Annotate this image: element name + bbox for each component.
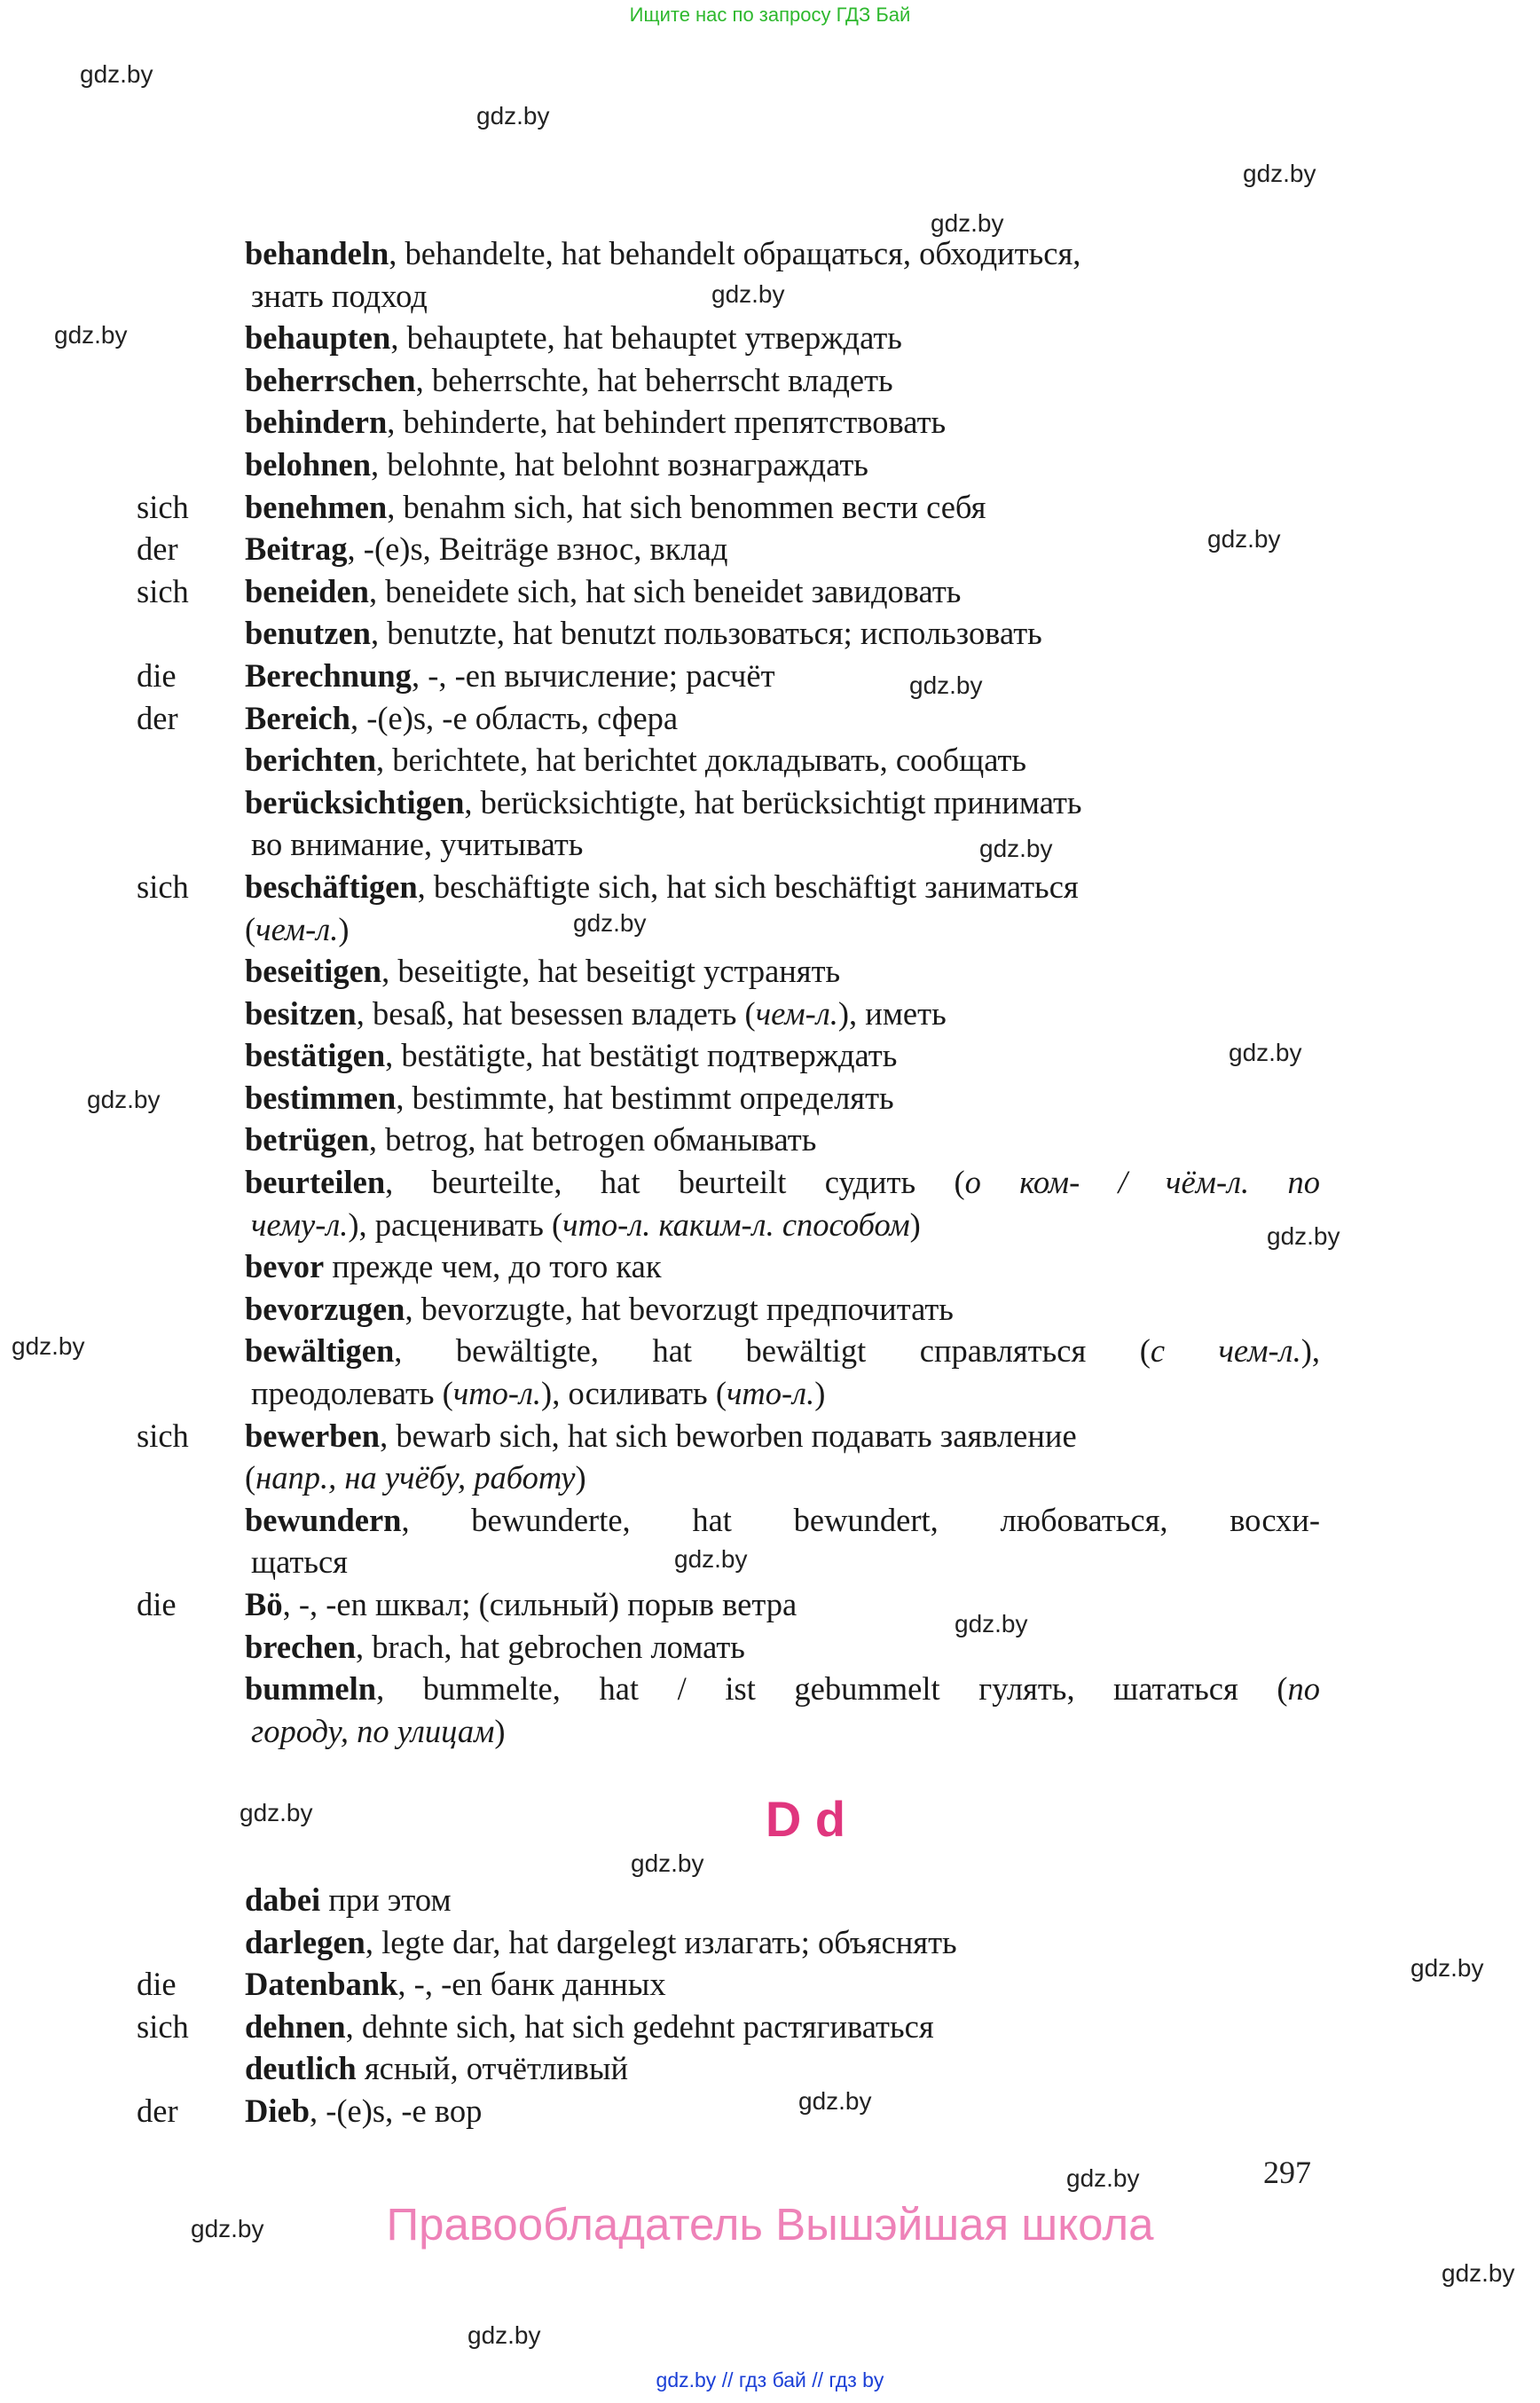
entry-gloss: , -, -en банк данных <box>397 1966 666 2003</box>
entry-gloss: , bewunderte, hat bewundert, любоваться, восхи- <box>401 1501 1320 1538</box>
watermark-text: gdz.by <box>909 671 983 699</box>
entry-gloss: ), осиливать ( <box>541 1375 727 1412</box>
entry-article: sich <box>137 2007 189 2045</box>
headword: bestätigen <box>245 1037 386 1074</box>
entry-text <box>245 697 678 740</box>
entry-gloss: , berichtete, hat berichtet докладывать, сообщать <box>376 742 1027 779</box>
entry-text <box>245 612 1042 655</box>
usage-note: напр., на учёбу, работу <box>255 1459 576 1496</box>
entry-gloss: , -, -en вычисление; расчёт <box>411 656 775 694</box>
usage-note: что-л. <box>452 1375 542 1412</box>
dictionary-entry <box>0 1034 1540 1077</box>
entry-text <box>245 866 1079 908</box>
headword: Bö <box>245 1586 283 1622</box>
entry-gloss: ), расценивать ( <box>348 1205 563 1243</box>
headword: dehnen <box>245 2007 346 2045</box>
watermark-text: gdz.by <box>955 1610 1028 1637</box>
usage-note: чем-л. <box>755 994 838 1032</box>
dictionary-entry <box>0 2047 1540 2090</box>
dictionary-entry <box>0 1457 1540 1499</box>
headword: deutlich <box>245 2050 357 2087</box>
entry-text <box>245 2090 482 2132</box>
entry-continuation <box>251 275 428 318</box>
entry-text <box>245 1921 957 1964</box>
dictionary-entry <box>0 1372 1540 1415</box>
dictionary-entry <box>0 739 1540 781</box>
entry-continuation <box>251 823 583 866</box>
entry-article: sich <box>137 868 189 905</box>
entry-gloss: , bestimmte, hat bestimmt определять <box>396 1079 894 1116</box>
dictionary-entry <box>0 444 1540 486</box>
dictionary-entry <box>0 1583 1540 1626</box>
headword: benutzen <box>245 615 371 652</box>
entry-text <box>245 1119 816 1161</box>
dictionary-entry <box>0 528 1540 570</box>
watermark-text: gdz.by <box>1267 1222 1340 1250</box>
entry-text <box>245 1161 1320 1204</box>
entry-text <box>245 1499 1320 1542</box>
dictionary-entry <box>0 1963 1540 2006</box>
entry-gloss: , -, -en шквал; (сильный) порыв ветра <box>282 1586 798 1622</box>
dictionary-entry <box>0 275 1540 318</box>
watermark-text: gdz.by <box>674 1545 748 1573</box>
watermark-text: gdz.by <box>87 1086 161 1113</box>
entry-text <box>245 2047 628 2090</box>
entry-gloss: , -(e)s, Beiträge взнос, вклад <box>347 530 728 568</box>
entry-continuation <box>251 1204 921 1246</box>
watermark-text: gdz.by <box>468 2321 541 2349</box>
dictionary-entry <box>0 317 1540 359</box>
letter-heading-d: D d <box>765 1791 846 1847</box>
headword: berücksichtigen <box>245 783 465 821</box>
dictionary-entry <box>0 486 1540 529</box>
headword: Berechnung <box>245 656 412 694</box>
entry-gloss: ) <box>814 1375 826 1412</box>
headword: behaupten <box>245 319 391 357</box>
headword: bewältigen <box>245 1332 395 1370</box>
entry-continuation <box>251 1710 506 1753</box>
entry-text <box>245 1330 1320 1372</box>
entry-gloss: ) <box>909 1205 921 1243</box>
entry-text <box>245 1415 1077 1457</box>
headword: bevorzugen <box>245 1290 405 1327</box>
headword: benehmen <box>245 488 388 525</box>
dictionary-entry <box>0 950 1540 993</box>
dictionary-entry <box>0 2006 1540 2048</box>
entry-article: sich <box>137 1417 189 1454</box>
headword: beschäftigen <box>245 868 418 905</box>
entry-article: sich <box>137 572 189 609</box>
watermark-text: gdz.by <box>979 835 1053 862</box>
headword: bevor <box>245 1248 325 1285</box>
dictionary-entry <box>0 1921 1540 1964</box>
entry-gloss: , -(e)s, -e область, сфера <box>350 699 679 736</box>
entry-text <box>245 739 1026 781</box>
dictionary-entry <box>0 1245 1540 1288</box>
entry-text <box>245 486 986 529</box>
entry-article: der <box>137 2092 178 2129</box>
entry-text <box>245 1034 897 1077</box>
dictionary-entry <box>0 401 1540 444</box>
entry-gloss: ясный, отчётливый <box>356 2050 629 2087</box>
entry-gloss: ) <box>338 910 350 947</box>
headword: Bereich <box>245 699 350 736</box>
headword: bestimmen <box>245 1079 397 1116</box>
dictionary-entry <box>0 2090 1540 2132</box>
watermark-text: gdz.by <box>80 60 153 88</box>
entry-article: die <box>137 1966 177 2003</box>
entry-gloss: , bewarb sich, hat sich beworben подавать заявление <box>380 1417 1077 1454</box>
entry-gloss: , bevorzugte, hat bevorzugt предпочитать <box>405 1290 954 1327</box>
dictionary-entry <box>0 993 1540 1035</box>
footer-links[interactable]: gdz.by // гдз бай // гдз by <box>656 2368 884 2391</box>
dictionary-entry <box>0 232 1540 275</box>
entry-gloss: , belohnte, hat belohnt вознаграждать <box>371 445 868 483</box>
headword: beseitigen <box>245 953 382 990</box>
entry-gloss: , behauptete, hat behauptet утверждать <box>390 319 902 357</box>
entry-gloss: , legte dar, hat dargelegt излагать; объяснять <box>365 1923 957 1960</box>
entry-gloss: , beneidete sich, hat sich beneidet завидовать <box>368 572 962 609</box>
entry-text <box>245 2006 934 2048</box>
entry-gloss: знать подход <box>251 277 428 314</box>
headword: Datenbank <box>245 1966 398 2003</box>
entry-article: der <box>137 699 178 736</box>
entry-gloss: , bestätigte, hat bestätigt подтверждать <box>385 1037 898 1074</box>
dictionary-entry <box>0 908 1540 951</box>
usage-note: городу, по улицам <box>251 1712 495 1749</box>
rights-holder-note: Правообладатель Вышэйшая школа <box>386 2199 1154 2250</box>
dictionary-entry <box>0 823 1540 866</box>
headword: bewerben <box>245 1417 381 1454</box>
dictionary-entry <box>0 866 1540 908</box>
entry-text <box>245 317 902 359</box>
entry-article: die <box>137 656 177 694</box>
entry-text <box>245 1879 452 1921</box>
entry-gloss: , besaß, hat besessen владеть ( <box>356 994 756 1032</box>
usage-note: что-л. каким-л. способом <box>562 1205 910 1243</box>
entry-continuation <box>251 1372 825 1415</box>
entry-text <box>245 1457 586 1499</box>
dictionary-entry <box>0 1541 1540 1583</box>
entry-gloss: , berücksichtigte, hat berücksichtigt принимать <box>464 783 1082 821</box>
dictionary-entry <box>0 1204 1540 1246</box>
entry-text <box>245 570 961 613</box>
entry-gloss: , behandelte, hat behandelt обращаться, обходиться, <box>389 235 1081 271</box>
headword: Dieb <box>245 2092 310 2129</box>
entry-gloss: , beseitigte, hat beseitigt устранять <box>381 953 841 990</box>
entry-text <box>245 1288 954 1331</box>
dictionary-section-d <box>0 1879 1540 2132</box>
headword: darlegen <box>245 1923 365 1960</box>
entry-text <box>245 908 350 951</box>
headword: beurteilen <box>245 1164 386 1201</box>
watermark-text: gdz.by <box>1442 2259 1515 2287</box>
entry-gloss: ), <box>1300 1332 1320 1370</box>
entry-gloss: ( <box>245 1459 256 1496</box>
watermark-text: gdz.by <box>191 2215 264 2242</box>
entry-text <box>245 444 868 486</box>
dictionary-section-b <box>0 232 1540 1752</box>
dictionary-entry <box>0 1668 1540 1710</box>
headword: besitzen <box>245 994 357 1032</box>
entry-article: der <box>137 530 178 568</box>
page-number: 297 <box>1263 2155 1311 2190</box>
entry-article: sich <box>137 488 189 525</box>
usage-note: что-л. <box>726 1375 815 1412</box>
entry-gloss: , beherrschte, hat beherrscht владеть <box>415 361 893 398</box>
watermark-text: gdz.by <box>931 209 1004 237</box>
entry-gloss: при этом <box>320 1881 452 1918</box>
entry-text <box>245 993 947 1035</box>
entry-text <box>245 1668 1320 1710</box>
entry-text <box>245 232 1080 275</box>
entry-gloss: прежде чем, до того как <box>324 1248 662 1285</box>
watermark-text: gdz.by <box>54 321 128 349</box>
entry-gloss: , benutzte, hat benutzt пользоваться; использовать <box>370 615 1042 652</box>
entry-gloss: , betrog, hat betrogen обманывать <box>368 1121 817 1158</box>
watermark-text: gdz.by <box>12 1332 85 1360</box>
dictionary-entry <box>0 1119 1540 1161</box>
entry-gloss: , -(e)s, -e вор <box>310 2092 483 2129</box>
watermark-text: gdz.by <box>1243 160 1316 187</box>
dictionary-entry <box>0 1288 1540 1331</box>
watermark-text: gdz.by <box>1207 525 1281 553</box>
dictionary-entry <box>0 1499 1540 1542</box>
watermark-text: gdz.by <box>711 280 785 308</box>
entry-gloss: , bummelte, hat / ist gebummelt гулять, шататься ( <box>376 1670 1288 1708</box>
headword: beneiden <box>245 572 369 609</box>
entry-article: die <box>137 1586 177 1622</box>
entry-gloss: ) <box>575 1459 586 1496</box>
entry-gloss: ) <box>494 1712 506 1749</box>
headword: Beitrag <box>245 530 348 568</box>
entry-gloss: ), иметь <box>837 994 947 1032</box>
headword: beherrschen <box>245 361 416 398</box>
headword: bummeln <box>245 1670 377 1708</box>
dictionary-entry <box>0 1077 1540 1119</box>
dictionary-entry <box>0 570 1540 613</box>
entry-text <box>245 950 840 993</box>
entry-gloss: , beschäftigte sich, hat sich beschäftigt заниматься <box>417 868 1079 905</box>
entry-gloss: щаться <box>251 1543 348 1581</box>
entry-text <box>245 655 775 697</box>
headword: belohnen <box>245 445 371 483</box>
entry-gloss: во внимание, учитывать <box>251 826 584 863</box>
entry-text <box>245 1245 662 1288</box>
watermark-text: gdz.by <box>476 102 550 130</box>
headword: behindern <box>245 404 388 441</box>
usage-note: с чем-л. <box>1150 1332 1301 1370</box>
headword: berichten <box>245 742 376 779</box>
entry-text <box>245 401 946 444</box>
entry-continuation <box>251 1541 348 1583</box>
entry-gloss: ( <box>245 910 256 947</box>
entry-gloss: , brach, hat gebrochen ломать <box>356 1628 745 1665</box>
entry-text <box>245 1583 797 1626</box>
usage-note: о ком- / чём-л. по <box>964 1164 1321 1201</box>
dictionary-entry <box>0 1879 1540 1921</box>
dictionary-entry <box>0 1330 1540 1372</box>
watermark-text: gdz.by <box>1066 2164 1140 2192</box>
watermark-text: gdz.by <box>1229 1039 1302 1066</box>
headword: bewundern <box>245 1501 402 1538</box>
entry-text <box>245 1963 666 2006</box>
entry-gloss: , benahm sich, hat sich benommen вести себя <box>387 488 986 525</box>
entry-gloss: , dehnte sich, hat sich gedehnt растягиваться <box>345 2007 934 2045</box>
watermark-text: gdz.by <box>1410 1954 1484 1982</box>
entry-gloss: , beurteilte, hat beurteilt судить ( <box>385 1164 965 1201</box>
entry-text <box>245 528 727 570</box>
dictionary-entry <box>0 1161 1540 1204</box>
dictionary-entry <box>0 1710 1540 1753</box>
watermark-text: gdz.by <box>631 1849 704 1877</box>
watermark-text: gdz.by <box>573 909 647 937</box>
watermark-text: gdz.by <box>240 1799 313 1826</box>
dictionary-entry <box>0 1626 1540 1669</box>
entry-text <box>245 359 893 402</box>
entry-gloss: , bewältigte, hat bewältigt справляться ( <box>394 1332 1151 1370</box>
entry-text <box>245 1077 894 1119</box>
headword: betrügen <box>245 1121 369 1158</box>
usage-note: по <box>1287 1670 1320 1708</box>
watermark-text: gdz.by <box>798 2087 872 2115</box>
entry-text <box>245 781 1082 824</box>
entry-gloss: , behinderte, hat behindert препятствовать <box>387 404 947 441</box>
dictionary-entry <box>0 655 1540 697</box>
dictionary-entry <box>0 612 1540 655</box>
entry-text <box>245 1626 745 1669</box>
dictionary-entry <box>0 697 1540 740</box>
entry-gloss: преодолевать ( <box>251 1375 453 1412</box>
dictionary-entry <box>0 781 1540 824</box>
headword: brechen <box>245 1628 357 1665</box>
top-search-note: Ищите нас по запросу ГДЗ Бай <box>629 4 911 26</box>
dictionary-entry <box>0 359 1540 402</box>
usage-note: чему-л. <box>251 1205 349 1243</box>
headword: dabei <box>245 1881 321 1918</box>
usage-note: чем-л. <box>255 910 339 947</box>
headword: behandeln <box>245 235 389 271</box>
dictionary-entry <box>0 1415 1540 1457</box>
